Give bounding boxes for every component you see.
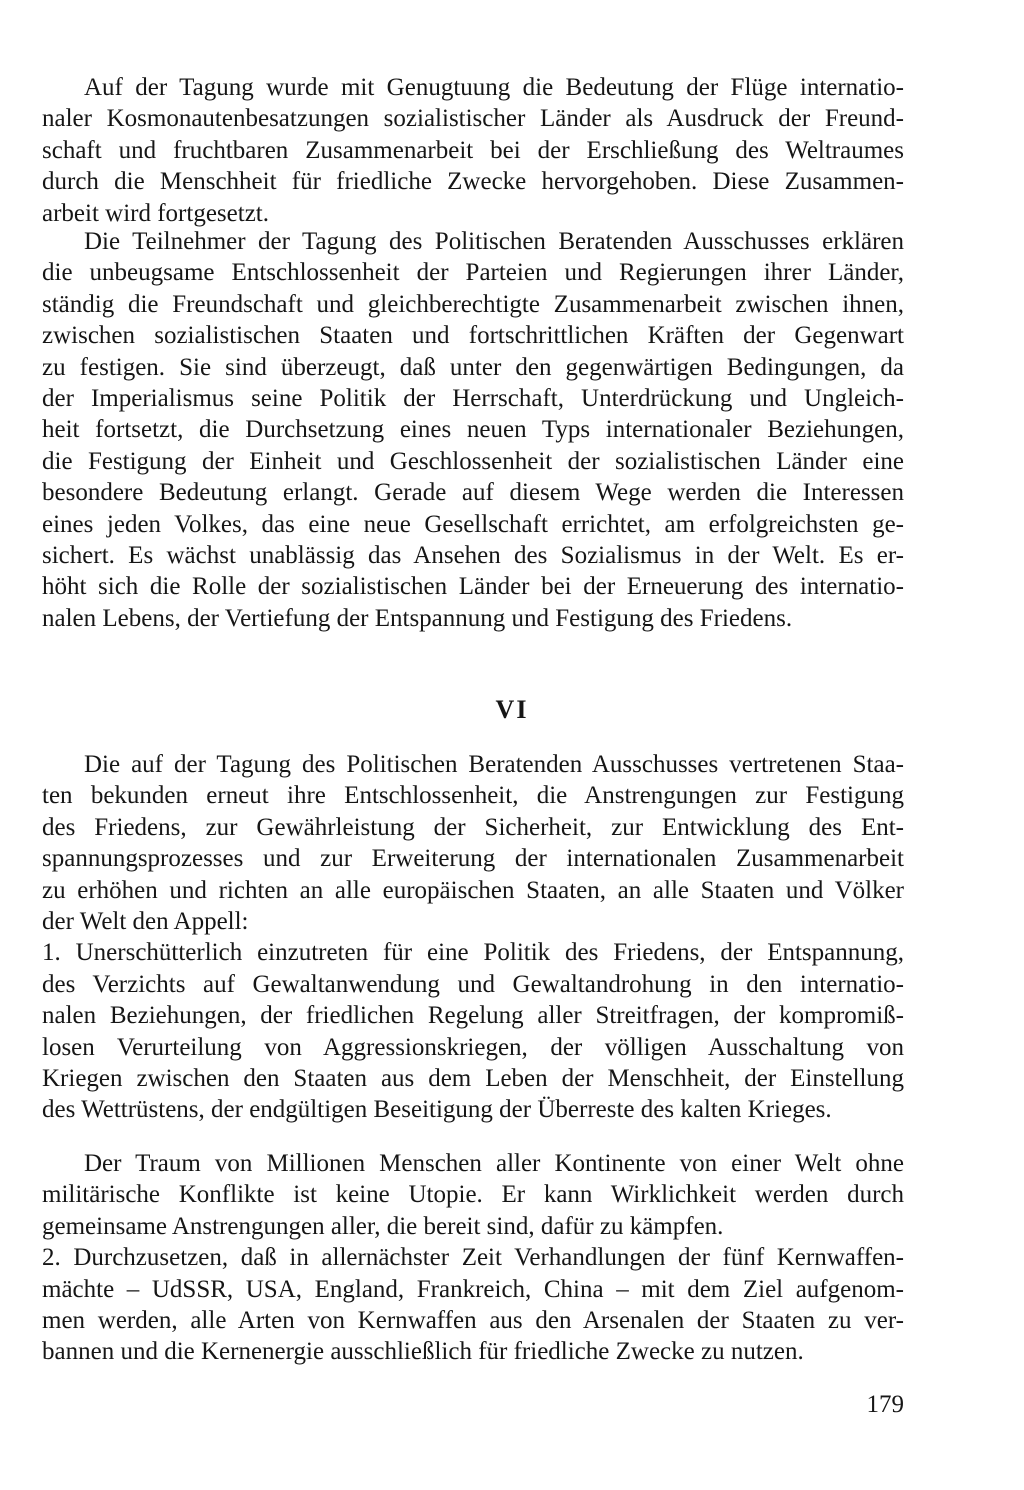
section-vi-body xyxy=(42,749,904,1126)
text-line: durch die Menschheit für friedliche Zwecke hervorgehoben. Diese Zusammen- xyxy=(42,168,904,196)
text-line: schaft und fruchtbaren Zusammenarbeit bei der Erschließung des Weltraumes xyxy=(42,136,904,164)
paragraph-participants-declaration xyxy=(42,226,904,634)
text-line: ständig die Freundschaft und gleichberechtigte Zusammenarbeit zwischen ihnen, xyxy=(42,290,904,318)
text-line: besondere Bedeutung erlangt. Gerade auf diesem Wege werden die Interessen xyxy=(42,479,904,507)
text-line: des Friedens, zur Gewährleistung der Sicherheit, zur Entwicklung des Ent- xyxy=(42,813,904,841)
paragraph-cosmonaut-flights xyxy=(42,72,904,229)
text-line: des Verzichts auf Gewaltanwendung und Gewaltandrohung in den internatio- xyxy=(42,970,904,998)
text-line: des Wettrüstens, der endgültigen Beseitigung der Überreste des kalten Krieges. xyxy=(42,1096,832,1124)
text-line: Der Traum von Millionen Menschen aller Kontinente von einer Welt ohne xyxy=(84,1150,904,1177)
text-line: losen Verurteilung von Aggressionskriegen, der völligen Ausschaltung von xyxy=(42,1033,904,1061)
section-heading: VI xyxy=(495,695,529,724)
list-item-line: 2. Durchzusetzen, daß in allernächster Zeit Verhandlungen der fünf Kernwaffen- xyxy=(42,1244,904,1272)
text-line: zu erhöhen und richten an alle europäischen Staaten, an alle Staaten und Völker xyxy=(42,876,904,904)
text-line: höht sich die Rolle der sozialistischen Länder bei der Erneuerung des internatio- xyxy=(42,573,904,601)
text-line: bannen und die Kernenergie ausschließlich für friedliche Zwecke zu nutzen. xyxy=(42,1338,804,1366)
text-line: der Imperialismus seine Politik der Herrschaft, Unterdrückung und Ungleich- xyxy=(42,384,904,412)
text-line: Die Teilnehmer der Tagung des Politischen Beratenden Ausschusses erklären xyxy=(84,228,904,255)
text-line: men werden, alle Arten von Kernwaffen aus den Arsenalen der Staaten zu ver- xyxy=(42,1306,904,1334)
text-line: spannungsprozesses und zur Erweiterung der internationalen Zusammenarbeit xyxy=(42,845,904,873)
text-line: sichert. Es wächst unablässig das Ansehen des Sozialismus in der Welt. Es er- xyxy=(42,541,904,569)
text-line: arbeit wird fortgesetzt. xyxy=(42,199,269,227)
section-vi-continued xyxy=(42,1148,904,1368)
text-line: militärische Konflikte ist keine Utopie. Er kann Wirklichkeit werden durch xyxy=(42,1181,904,1209)
text-line: die unbeugsame Entschlossenheit der Parteien und Regierungen ihrer Länder, xyxy=(42,259,904,287)
text-line: zu festigen. Sie sind überzeugt, daß unter den gegenwärtigen Bedingungen, da xyxy=(42,353,904,381)
text-line: mächte – UdSSR, USA, England, Frankreich, China – mit dem Ziel aufgenom- xyxy=(42,1275,904,1303)
text-line: Auf der Tagung wurde mit Genugtuung die Bedeutung der Flüge internatio- xyxy=(84,74,904,101)
text-line: die Festigung der Einheit und Geschlossenheit der sozialistischen Länder eine xyxy=(42,447,904,475)
text-line: heit fortsetzt, die Durchsetzung eines neuen Typs internationaler Beziehungen, xyxy=(42,416,904,444)
text-line: ten bekunden erneut ihre Entschlossenheit, die Anstrengungen zur Festigung xyxy=(42,782,904,810)
text-line: Kriegen zwischen den Staaten aus dem Leben der Menschheit, der Einstellung xyxy=(42,1064,904,1092)
text-line: nalen Beziehungen, der friedlichen Regelung aller Streitfragen, der kompromiß- xyxy=(42,1002,904,1030)
text-line: gemeinsame Anstrengungen aller, die bereit sind, dafür zu kämpfen. xyxy=(42,1212,724,1240)
text-line: zwischen sozialistischen Staaten und fortschrittlichen Kräften der Gegenwart xyxy=(42,322,904,350)
page-number: 179 xyxy=(866,1391,904,1418)
text-line: Die auf der Tagung des Politischen Beratenden Ausschusses vertretenen Staa- xyxy=(84,751,904,778)
text-line: nalen Lebens, der Vertiefung der Entspannung und Festigung des Friedens. xyxy=(42,604,793,632)
text-line: naler Kosmonautenbesatzungen sozialistischer Länder als Ausdruck der Freund- xyxy=(42,105,904,133)
list-item-line: 1. Unerschütterlich einzutreten für eine Politik des Friedens, der Entspannung, xyxy=(42,939,904,967)
text-line: der Welt den Appell: xyxy=(42,907,249,935)
text-line: eines jeden Volkes, das eine neue Gesellschaft errichtet, am erfolgreichsten ge- xyxy=(42,510,904,538)
